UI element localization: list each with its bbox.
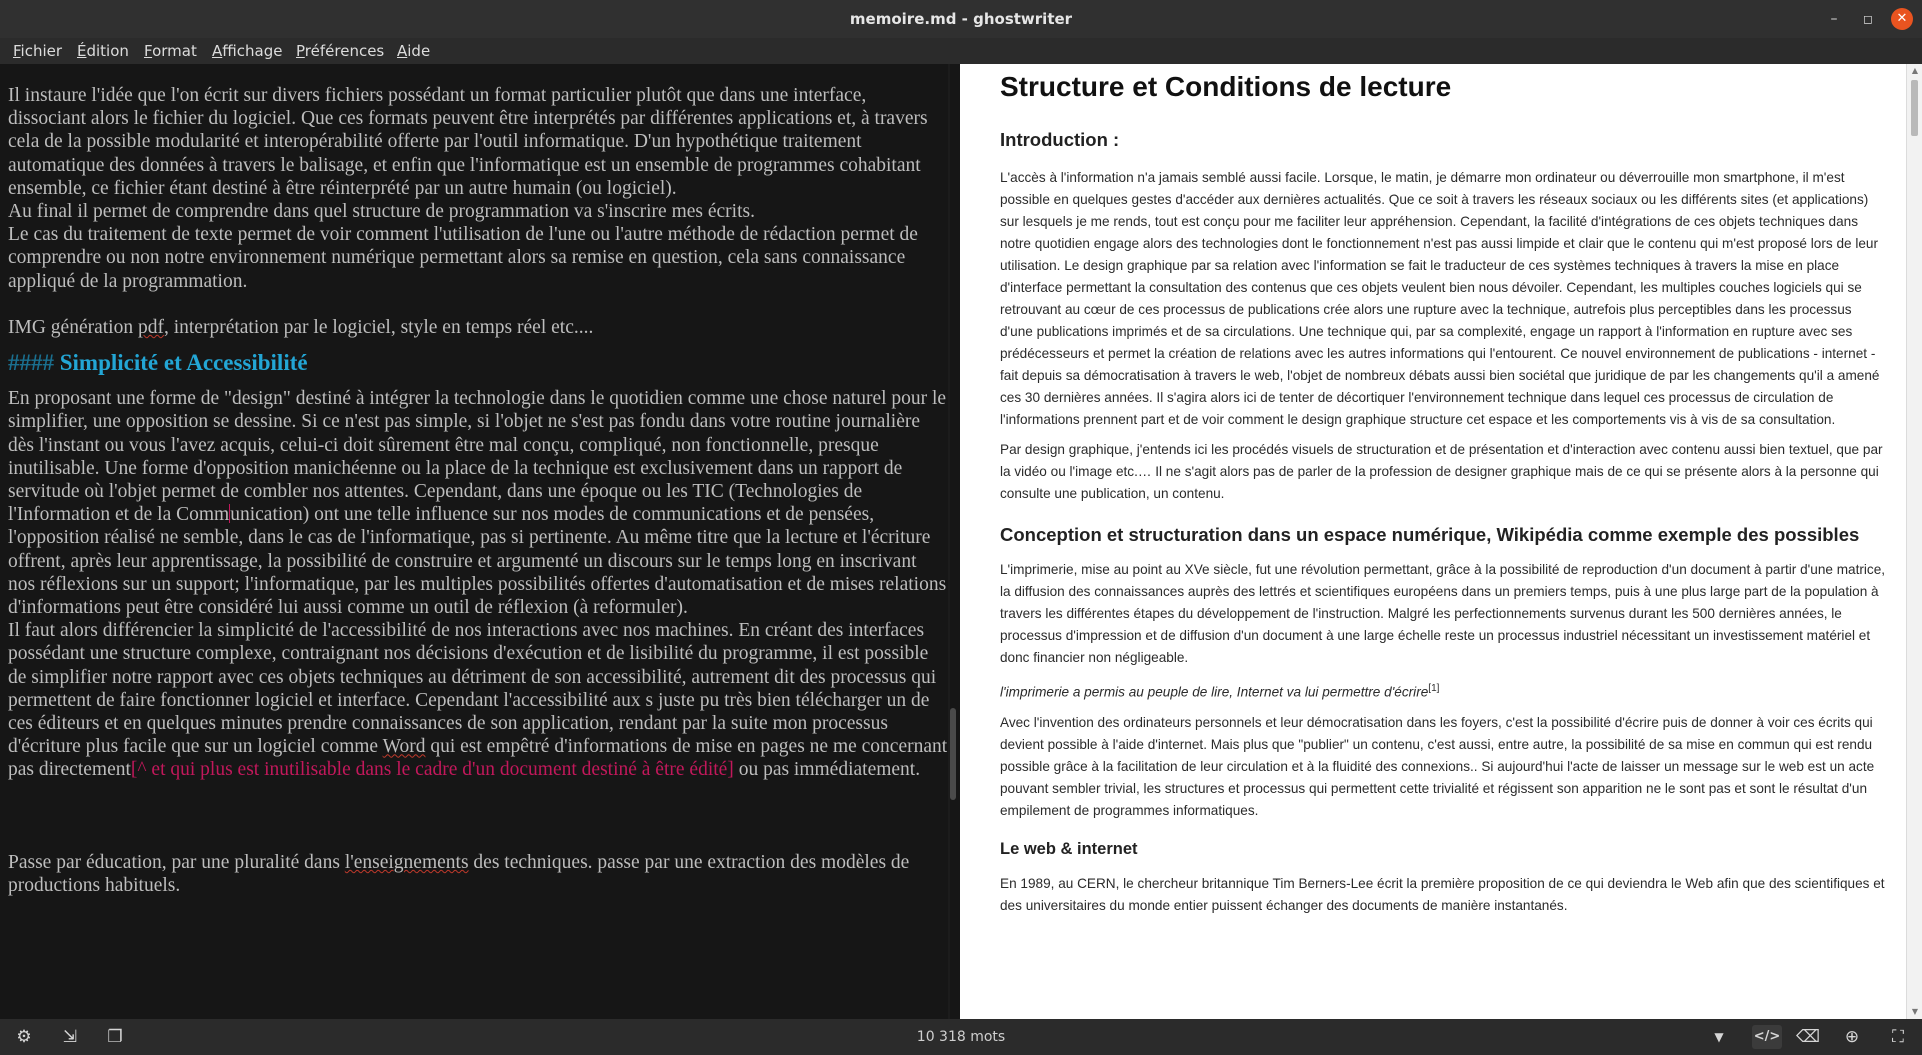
close-icon[interactable]: ✕ xyxy=(1891,8,1913,30)
maximize-icon[interactable]: ◻ xyxy=(1863,12,1873,26)
misspelled-word[interactable]: Word xyxy=(382,736,426,758)
editor-paragraph: En proposant une forme de "design" destiné à intégrer la technologie dans le quotidien comme une chose naturel pour le simplifier, une opposition se dessine. Si ce n'est pas simple, si l'objet ne s'est pas fondu dans votre routine journalière dès l'instant ou vous l'avez acquis, celui-ci doit sûrement être mal conçu, compliqué, non fonctionnelle, presque inutilisable. Une forme d'opposition manichéenne ou la place de la technique est exclusivement dans un rapport de servitude où l'objet permet de combler nos attentes. Cependant, dans une époque ou les TIC (Technologies de l'Information et de la Communication) ont une telle influence sur nos modes de communications et de pensées, l'opposition réalisé ne semble, dans le cas de l'informatique, pas si pertinente. Au même titre que la lecture et l'écriture offrent, après leur apprentissage, la possibilité de construire et argumenté un discours sur le temps long en inscrivant nos réflexions sur un support; l'informatique, par les multiples possibilités offertes d'automatisation et de mises relations d'informations peut être considéré lui aussi comme un outil de réflexion (à reformuler). xyxy=(8,388,947,619)
preview-heading-web: Le web & internet xyxy=(1000,839,1138,858)
misspelled-word[interactable]: l'enseignements xyxy=(344,852,469,874)
editor-text[interactable] xyxy=(8,84,948,898)
editor-paragraph: Passe par éducation, par une pluralité dans l'enseignements des techniques. passe par une extraction des modèles de productions habituels. xyxy=(8,852,910,897)
editor-heading xyxy=(8,339,948,387)
inline-footnote: [^ et qui plus est inutilisable dans le cadre d'un document destiné à être édité] xyxy=(130,759,734,781)
title-bar xyxy=(0,0,1922,38)
window-title: memoire.md - ghostwriter xyxy=(849,10,1073,28)
misspelled-word[interactable]: pdf xyxy=(137,317,164,339)
preview-heading-conception: Conception et structuration dans un espace numérique, Wikipédia comme exemple des possibles xyxy=(1000,524,1860,545)
editor-scroll-thumb[interactable] xyxy=(950,708,956,800)
backspace-icon[interactable]: ⌫ xyxy=(1796,1027,1821,1047)
gear-icon[interactable]: ⚙ xyxy=(16,1027,32,1047)
code-icon[interactable]: </> xyxy=(1752,1025,1782,1049)
preview-title: Structure et Conditions de lecture xyxy=(1000,71,1452,102)
editor-paragraph: Le cas du traitement de texte permet de voir comment l'utilisation de l'une ou l'autre méthode de rédaction permet de comprendre ou non notre environnement numérique permettant alors sa remise en question, cela sans connaissance appliqué de la programmation. xyxy=(8,224,918,292)
preview-paragraph: L'imprimerie, mise au point au XVe siècle, fut une révolution permettant, grâce à la possibilité de reproduction d'un document à partir d'une matrice, la diffusion des connaissances auprès des lettrés et scientifiques européens dans un premiers temps, puis à une plus large part de la population à travers les différentes étapes du développement de l'instruction. Malgré les perfectionnements survenus durant les 500 dernières années, le processus d'impression et de diffusion d'un document à une large échelle reste un processus industriel nécessitant un investissement matériel et donc financier non négligeable. xyxy=(1000,562,1886,665)
target-icon[interactable]: ⊕ xyxy=(1844,1027,1860,1047)
preview-heading-introduction: Introduction : xyxy=(1000,129,1120,150)
preview-content xyxy=(1000,64,1886,917)
editor-paragraph: IMG génération pdf, interprétation par le logiciel, style en temps réel etc.... xyxy=(8,317,594,339)
preview-scroll-thumb[interactable] xyxy=(1911,80,1918,136)
markdown-editor[interactable] xyxy=(0,64,948,1019)
menu-format[interactable]: Format xyxy=(144,42,197,60)
editor-scrollbar[interactable] xyxy=(950,64,960,1019)
fullscreen-icon[interactable]: ⛶ xyxy=(1892,1027,1904,1047)
copy-icon[interactable]: ❐ xyxy=(107,1027,123,1047)
menu-affichage[interactable]: Affichage xyxy=(212,42,283,60)
scroll-up-icon[interactable]: ▲ xyxy=(1911,66,1919,75)
preview-paragraph: Avec l'invention des ordinateurs personnels et leur démocratisation dans les foyers, c'est la possibilité d'écrire puis de donner à voir ces écrits qui devient possible à l'aide d'internet. Mais plus que "publier" un contenu, c'est aussi, entre autre, la possibilité de sa mise en commun qui est rendu possible grâce à la facilitation de leur circulation et à la fluidité des connexions.. Si aujourd'hui l'acte de laisser un message sur le web est un acte pouvant sembler trivial, les structures et processus qui permettent cette trivialité et régissent son apparition ne le sont pas et sont le résultat d'un empilement de programmes informatiques. xyxy=(1000,714,1875,818)
editor-paragraph: Il faut alors différencier la simplicité de l'accessibilité de nos interactions avec nos machines. En créant des interfaces possédant une structure complexe, contraignant nos décisions d'exécution et de lisibilité du programme, il est possible de simplifier notre rapport avec ces objets techniques au détriment de son accessibilité, autrement dit des processus qui permettent de faire fonctionner logiciel et interface. Cependant l'accessibilité aux s juste pu très bien télécharger un de ces éditeurs et en quelques minutes prendre connaissances de son application, rendant par la suite mon processus d'écriture plus facile que sur un logiciel comme Word qui est empêtré d'informations de mise en pages ne me concernant pas directement[^ et qui plus est inutilisable dans le cadre d'un document destiné à être édité] ou pas immédiatement. xyxy=(8,620,948,781)
menu-edition[interactable]: Édition xyxy=(77,42,129,60)
preview-scrollbar[interactable] xyxy=(1906,64,1922,1019)
scroll-down-icon[interactable]: ▼ xyxy=(1911,1007,1919,1016)
preview-paragraph: L'accès à l'information n'a jamais semblé aussi facile. Lorsque, le matin, je démarre mon ordinateur ou déverrouille mon smartphone, il m'est possible en quelques gestes d'accéder aux dernières actualités. Que ce soit à travers les réseaux sociaux ou les différents sites (et applications) sur lesquels je me rends, tout est conçu pour me faciliter leur appréhension. Cependant, la facilité d'intégrations de ces objets techniques dans notre quotidien engage alors des technologies dont le fonctionnement n'est pas aussi limpide et clair que le contenu qui m'est proposé lors de leur utilisation. Le design graphique par sa relation avec l'information se fait le traducteur de ces systèmes techniques à travers la mise en place d'interface permettant la consultation des contenus que ces objets veulent bien nous dévoiler. Cependant, les multiples couches logiciels qui se retrouvant au cœur de ces processus de publications crée alors une rupture avec la technique, autrefois plus perceptibles dans les processus d'une publications imprimés et de sa circulations. Une technique qui, par sa complexité, engage un rapport à l'information en rupture avec ses prédécesseurs et permet la création de relations avec les autres informations qui l'entourent. Ce nouvel environnement de publications - internet - fait depuis sa démocratisation à travers le web, l'objet de nombreux débats aussi bien sociétal que juridique de par les changements qu'il a amené ces 30 dernières années. Il s'agira alors ici de tenter de décortiquer l'environnement technique dans lequel ces processus de circulation de l'informations prennent part et de voir comment le design graphique structure cet espace et les comportements vis à vis de sa consultation. xyxy=(1000,170,1880,427)
word-count: 10 318 mots xyxy=(916,1029,1006,1045)
export-icon[interactable]: ⇲ xyxy=(62,1027,78,1047)
menu-aide[interactable]: Aide xyxy=(397,42,431,60)
minimize-icon[interactable]: – xyxy=(1830,11,1838,27)
menu-fichier[interactable]: Fichier xyxy=(13,42,63,60)
preview-paragraph: En 1989, au CERN, le chercheur britannique Tim Berners-Lee écrit la première proposition de ce qui deviendra le Web afin que des scientifiques et des universitaires du monde entier puissent échanger des documents de manière instantanés. xyxy=(1000,875,1885,913)
footnote-ref[interactable]: [1] xyxy=(1428,683,1440,694)
menu-preferences[interactable]: Préférences xyxy=(296,42,385,60)
preview-quote: l'imprimerie a permis au peuple de lire, Internet va lui permettre d'écrire[1] xyxy=(1000,683,1440,700)
menu-bar xyxy=(0,38,1922,64)
html-preview xyxy=(960,64,1906,1019)
status-bar xyxy=(0,1019,1922,1055)
preview-paragraph: Par design graphique, j'entends ici les procédés visuels de structuration et de présentation et d'interaction avec contenu aussi bien textuel, que par la vidéo ou l'image etc.… Il ne s'agit alors pas de parler de la profession de designer graphique mais de ce qui se présente alors à la personne qui consulte une publication, un contenu. xyxy=(1000,442,1883,501)
heading-text: Simplicité et Accessibilité xyxy=(59,350,308,376)
dropdown-icon[interactable]: ▼ xyxy=(1714,1030,1724,1044)
editor-paragraph: Il instaure l'idée que l'on écrit sur divers fichiers possédant un format particulier plutôt que dans une interface, dissociant alors le fichier du logiciel. Que ces formats peuvent être interprétés par différentes applications et, à travers cela de la possible modularité et interopérabilité offerte par l'outil informatique. D'un hypothétique traitement automatique des données à travers le balisage, et enfin que l'informatique est un ensemble de programmes cohabitant ensemble, ce fichier étant destiné à être réinterprété par un autre humain (ou logiciel). xyxy=(8,85,928,199)
heading-marker: #### xyxy=(8,350,54,376)
editor-paragraph: Au final il permet de comprendre dans quel structure de programmation va s'inscrire mes écrits. xyxy=(8,201,755,223)
